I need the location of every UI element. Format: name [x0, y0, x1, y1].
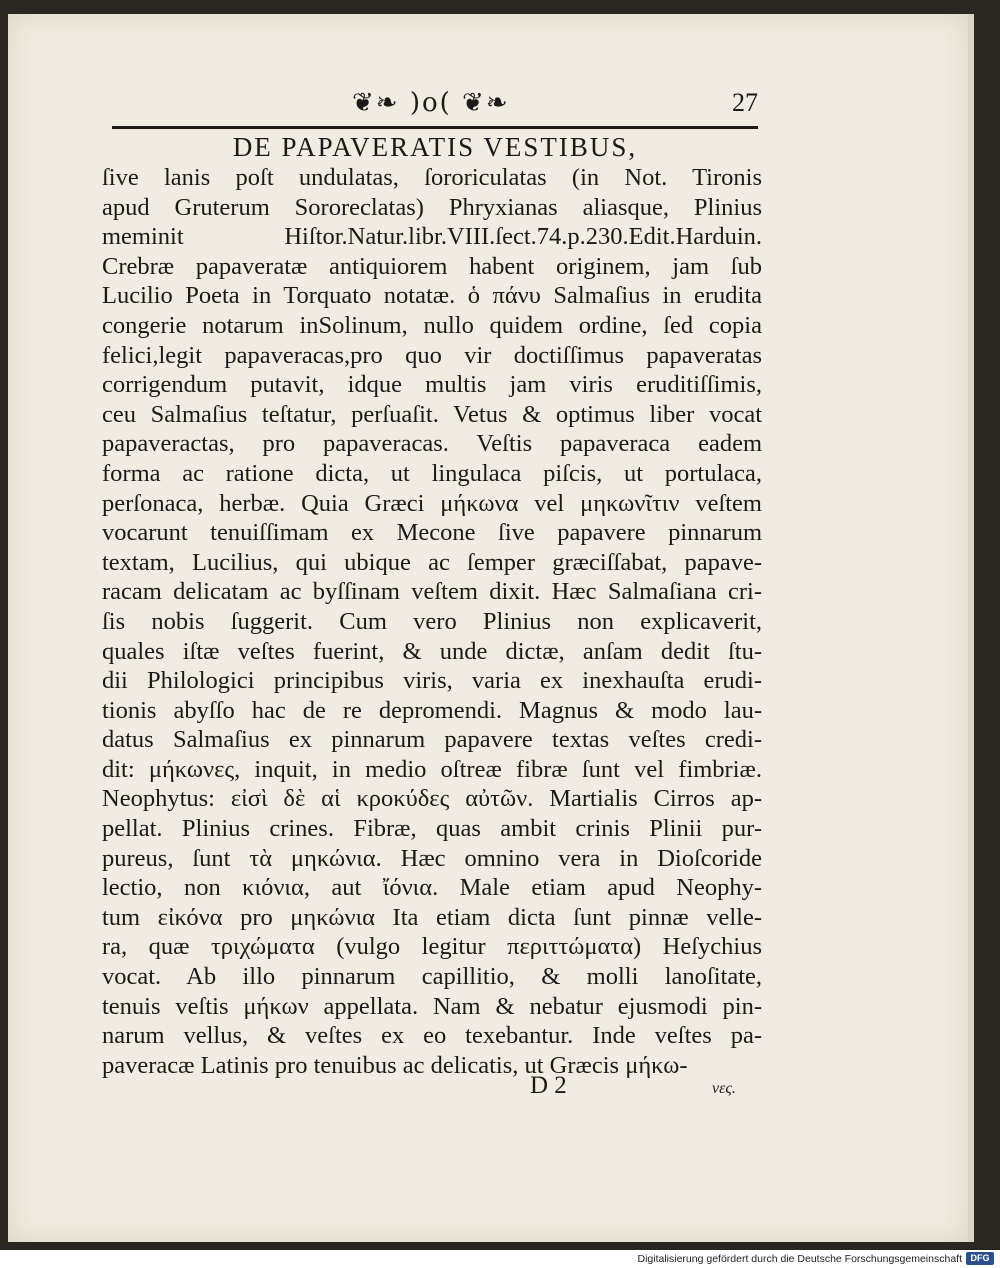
text-line: felici,legit papaveracas,pro quo vir doctiſſimus papaveratas [102, 341, 762, 369]
text-line: corrigendum putavit, idque multis jam viris eruditiſſimis, [102, 371, 762, 399]
running-header [112, 84, 758, 124]
text-line: ſive lanis poſt undulatas, ſororiculatas (in Not. Tironis [102, 164, 762, 191]
text-line: ceu Salmaſius teſtatur, perſuaſit. Vetus & optimus liber vocat [102, 400, 762, 428]
text-line: Crebræ papaveratæ antiquiorem habent originem, jam ſub [102, 252, 762, 280]
text-line: ra, quæ τριχώματα (vulgo legitur περιττώματα) Heſychius [102, 933, 762, 961]
text-line: meminit Hiſtor.Natur.libr.VIII.ſect.74.p.230.Edit.Harduin. [102, 223, 762, 251]
text-line: tionis abyſſo hac de re depromendi. Magnus & modo lau- [102, 696, 762, 724]
text-line: apud Gruterum Sororeclatas) Phryxianas aliasque, Plinius [102, 193, 762, 221]
dfg-logo: DFG [966, 1252, 994, 1265]
text-line: ſis nobis ſuggerit. Cum vero Plinius non explicaverit, [102, 607, 762, 635]
text-line: quales iſtæ veſtes fuerint, & unde dictæ, anſam dedit ſtu- [102, 637, 762, 665]
text-line: vocat. Ab illo pinnarum capillitio, & molli lanoſitate, [102, 963, 762, 991]
text-line: Neophytus: εἰσὶ δὲ αἱ κροκύδες αὐτῶν. Martialis Cirros ap- [102, 785, 762, 813]
head-ornament: ❦❧ )o( ❦❧ [352, 88, 510, 118]
chapter-title: DE PAPAVERATIS VESTIBUS, [232, 132, 638, 162]
text-line: paveracæ Latinis pro tenuibus ac delicatis, ut Græcis μήκω- [102, 1051, 688, 1079]
text-line: textam, Lucilius, qui ubique ac ſemper græciſſabat, papave- [102, 548, 762, 576]
text-line: Lucilio Poeta in Torquato notatæ. ὁ πάνυ Salmaſius in erudita [102, 282, 762, 310]
text-line: pureus, ſunt τὰ μηκώνια. Hæc omnino vera in Dioſcoride [102, 844, 762, 872]
text-line: lectio, non κιόνια, aut ἴόνια. Male etiam apud Neophy- [102, 874, 762, 902]
header-rule [112, 126, 758, 129]
text-line: perſonaca, herbæ. Quia Græci μήκωνα vel μηκωνῖτιν veſtem [102, 489, 762, 517]
text-line: congerie notarum inSolinum, nullo quidem ordine, ſed copia [102, 311, 762, 339]
page-edge [968, 14, 974, 1242]
text-line: pellat. Plinius crines. Fibræ, quas ambit crinis Plinii pur- [102, 815, 762, 843]
text-line: racam delicatam ac byſſinam veſtem dixit. Hæc Salmaſiana cri- [102, 578, 762, 606]
text-line: forma ac ratione dicta, ut lingulaca piſcis, ut portulaca, [102, 459, 762, 487]
page-number: 27 [732, 88, 758, 117]
text-line: papaveractas, pro papaveracas. Veſtis papaveraca eadem [102, 430, 762, 458]
text-line: dit: μήκωνες, inquit, in medio oſtreæ fibræ ſunt vel fimbriæ. [102, 755, 762, 783]
text-line: tum εἰκόνα pro μηκώνια Ita etiam dicta ſunt pinnæ velle- [102, 903, 762, 931]
text-line: tenuis veſtis μήκων appellata. Nam & nebatur ejusmodi pin- [102, 992, 762, 1020]
text-line: datus Salmaſius ex pinnarum papavere textas veſtes credi- [102, 726, 762, 754]
text-line: dii Philologici principibus viris, varia ex inexhauſta erudi- [102, 667, 762, 695]
body-text [102, 163, 762, 1080]
funding-notice: Digitalisierung gefördert durch die Deutsche Forschungsgemeinschaft [637, 1253, 962, 1265]
text-line: vocarunt tenuiſſimam ex Mecone ſive papavere pinnarum [102, 519, 762, 547]
signature-mark: D 2 [530, 1072, 567, 1099]
text-line: narum vellus, & veſtes ex eo texebantur. Inde veſtes pa- [102, 1022, 762, 1050]
catchword: νες. [712, 1080, 736, 1097]
footer-bar [0, 1250, 1000, 1268]
